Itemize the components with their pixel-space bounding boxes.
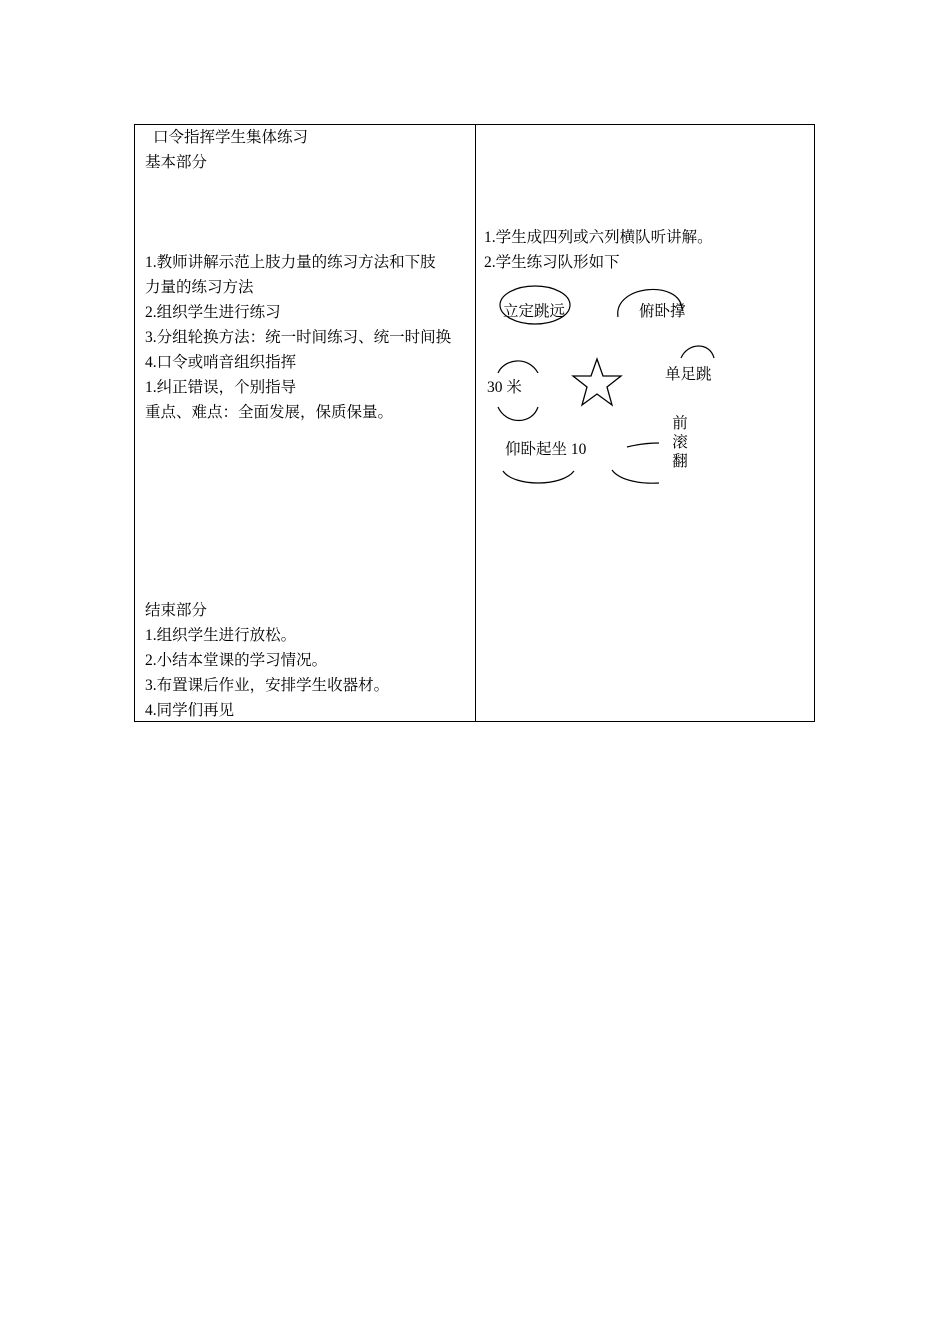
station-sprint: 30 米 xyxy=(487,379,522,396)
formation-diagram xyxy=(476,275,814,495)
hop-arc xyxy=(681,346,714,358)
basic-item: 3.分组轮换方法：统一时间练习、统一时间换 xyxy=(145,329,452,346)
sprint-bottom-arc xyxy=(498,407,538,421)
end-part-heading: 结束部分 xyxy=(145,602,208,619)
sprint-top-arc xyxy=(498,361,538,373)
station-hop: 单足跳 xyxy=(665,366,712,383)
basic-part-heading: 基本部分 xyxy=(145,154,208,171)
roll-bottom-stroke xyxy=(612,470,659,483)
right-item: 1.学生成四列或六列横队听讲解。 xyxy=(484,229,713,246)
end-item: 2.小结本堂课的学习情况。 xyxy=(145,652,328,669)
key-points: 重点、难点：全面发展，保质保量。 xyxy=(145,404,394,421)
right-item: 2.学生练习队形如下 xyxy=(484,254,620,271)
roll-top-stroke xyxy=(627,443,659,447)
basic-item: 1.教师讲解示范上肢力量的练习方法和下肢 xyxy=(145,254,436,271)
end-item: 4.同学们再见 xyxy=(145,702,235,719)
basic-item: 力量的练习方法 xyxy=(145,279,254,296)
station-sit-up: 仰卧起坐 10 xyxy=(505,441,587,458)
end-item: 1.组织学生进行放松。 xyxy=(145,627,297,644)
end-item: 3.布置课后作业，安排学生收器材。 xyxy=(145,677,390,694)
station-push-up: 俯卧撑 xyxy=(639,303,686,320)
station-standing-long-jump: 立定跳远 xyxy=(503,303,566,320)
lesson-plan-table xyxy=(134,124,815,722)
intro-text: 口令指挥学生集体练习 xyxy=(153,129,309,146)
basic-item: 2.组织学生进行练习 xyxy=(145,304,281,321)
basic-item: 1.纠正错误，个别指导 xyxy=(145,379,297,396)
center-star-icon xyxy=(573,359,621,405)
sit-up-arc xyxy=(503,471,574,483)
basic-item: 4.口令或哨音组织指挥 xyxy=(145,354,297,371)
station-forward-roll: 前 滚 翻 xyxy=(672,415,688,470)
